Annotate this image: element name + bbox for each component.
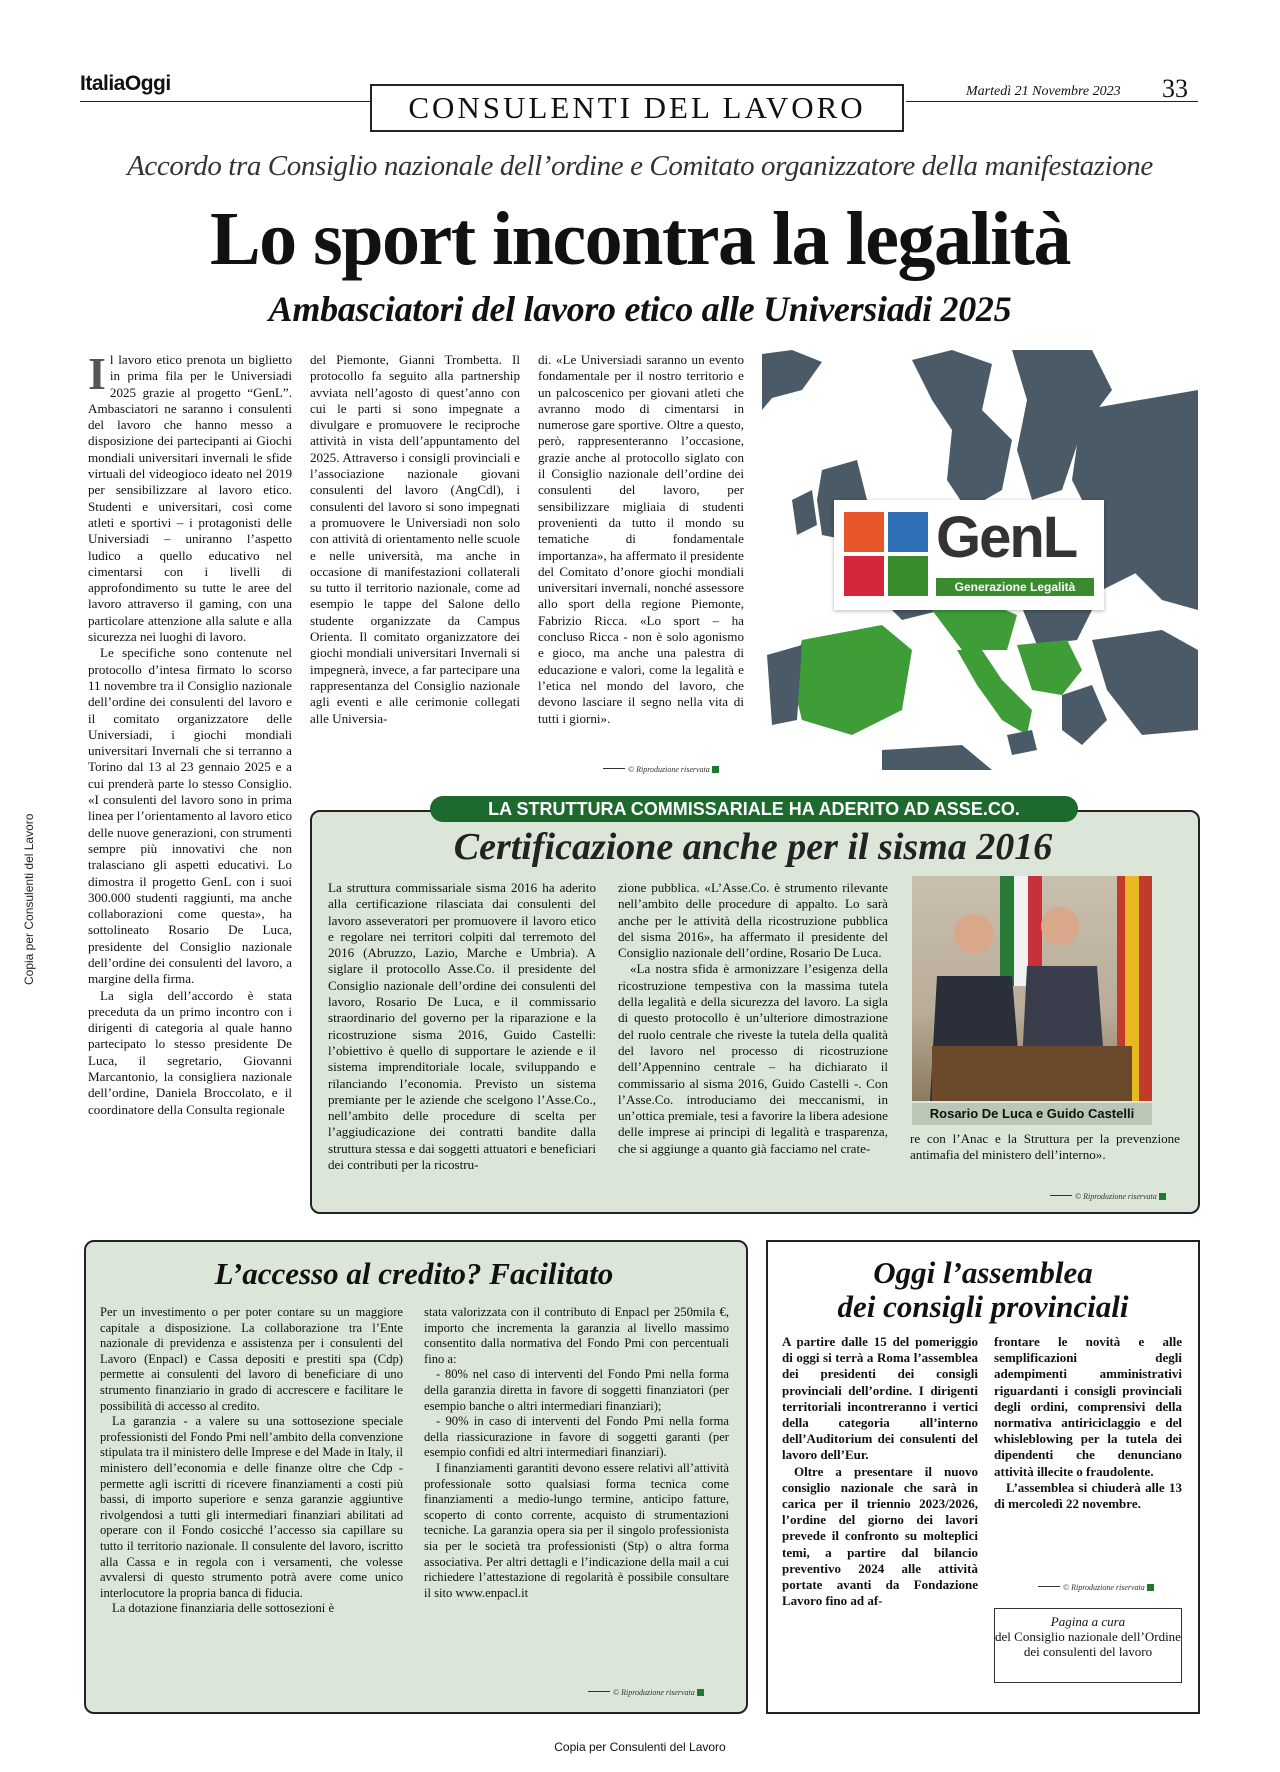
issue-date: Martedì 21 Novembre 2023 <box>966 84 1121 99</box>
paragraph: del Piemonte, Gianni Trombetta. Il protocollo fa seguito alla partnership avviata nell’agosto di quest’anno con cui le parti si sono impegnate a divulgare e promuovere le reciproche attività in vista dell’appuntamento del 2025. Attraverso i consigli provinciali e l’associazione nazionale giovani consulenti del lavoro (AngCdl), i consulenti del lavoro si sono impegnati a promuovere le Universiadi non solo con attività di orientamento nelle scuole e nelle università, ma anche in occasione di manifestazioni collaterali su tutto il territorio nazionale, come ad esempio le tappe del Salone dello studente organizzate da Campus Orienta. Il comitato organizzatore dei giochi mondiali universitari Invernali si impegnerà, invece, a far partecipare una rappresentanza del Consiglio nazionale agli eventi e alle cerimonie collegati alle Universia- <box>310 352 520 726</box>
page-credit-box <box>994 1608 1182 1683</box>
page-credit-line-3: dei consulenti del lavoro <box>1023 1644 1153 1659</box>
article-kicker: Accordo tra Consiglio nazionale dell’ordine e Comitato organizzatore della manifestazione <box>127 150 1153 182</box>
page-credit-line-1: Pagina a cura <box>1050 1614 1126 1629</box>
assemblea-title-line-2: dei consigli provinciali <box>837 1289 1129 1324</box>
logo-wordmark: GenL <box>936 505 1077 570</box>
logo-tile <box>888 512 928 552</box>
handshake-photo <box>912 876 1152 1101</box>
paragraph: di. «Le Universiadi saranno un evento fondamentale per il nostro territorio e un palcoscenico per giovani atleti che avranno modo di cimentarsi in numerose gare sportive. Oltre a questo, però, rappresenteranno l’occasione, grazie anche al protocollo siglato con il Consiglio nazionale dell’ordine dei consulenti del lavoro, per sensibilizzare migliaia di studenti provenienti da tutto il mondo su tematiche di fondamentale importanza», ha affermato il presidente del Comitato d’onore giochi mondiali universitari invernali, nonché assessore allo sport della regione Piemonte, Fabrizio Ricca. «Lo sport – ha concluso Ricca - non è solo agonismo e gioco, ma anche una palestra di educazione e valori, come la legalità e l’etica nel mondo del lavoro, che devono lasciare il segno nella vita di tutti i giorni». <box>538 352 744 726</box>
paragraph: L’assemblea si chiuderà alle 13 di mercoledì 22 novembre. <box>994 1479 1182 1512</box>
section-label: CONSULENTI DEL LAVORO <box>370 84 904 132</box>
main-column-2 <box>310 352 520 727</box>
paragraph: - 80% nel caso di interventi del Fondo Pmi nella forma della garanzia diretta in favore di soggetti finanziatori (per esempio banche o altri intermediari finanziari); <box>424 1367 729 1413</box>
logo-tile <box>888 556 928 596</box>
logo-tagline: Generazione Legalità <box>936 578 1094 596</box>
sisma-title: Certificazione anche per il sisma 2016 <box>453 826 1053 868</box>
assemblea-column-1 <box>782 1334 978 1609</box>
paragraph: Per un investimento o per poter contare su un maggiore capitale a disposizione. La collaborazione tra l’Ente nazionale di previdenza e assistenza per i consulenti del Lavoro (Enpacl) e Cassa depositi e prestiti spa (Cdp) permette ai consulenti del lavoro di beneficiare di uno strumento finanziario in grado di accrescere e facilitare le possibilità di accesso al credito. <box>100 1305 403 1413</box>
page-credit-line-2: del Consiglio nazionale dell’Ordine <box>995 1629 1181 1644</box>
photo-illustration <box>912 876 1152 1101</box>
paragraph: A partire dalle 15 del pomeriggio di oggi si terrà a Roma l’assemblea dei presidenti dei consigli provinciali dell’ordine. I dirigenti territoriali incontreranno i vertici della categoria all’interno dell’Auditorium dei consulenti del lavoro dell’Eur. <box>782 1334 978 1463</box>
europe-map-image <box>762 350 1198 770</box>
paragraph: La struttura commissariale sisma 2016 ha aderito alla certificazione rilasciata dai consulenti del lavoro asseveratori per promuovere il lavoro etico e regolare nei territori colpiti dal terremoto del 2016 (Abruzzo, Lazio, Marche e Umbria). A siglare il protocollo Asse.Co. il presidente del Consiglio nazionale dell’ordine dei consulenti del lavoro, Rosario De Luca, e il commissario straordinario del governo per la riparazione e la ricostruzione sisma 2016, Guido Castelli: l’obiettivo è quello di supportare le aziende e il sistema imprenditoriale locale, sviluppando e rilanciando l’economia. Previsto un sistema premiante per le aziende che scelgono l’Asse.Co., nell’ambito delle procedure di scelta per l’aggiudicazione dei contratti bandite dalla struttura stessa e dai soggetti attuatori e beneficiari dei contributi per la ricostru- <box>328 880 596 1173</box>
header-rule-left <box>80 101 370 102</box>
paragraph: zione pubblica. «L’Asse.Co. è strumento rilevante nell’ambito delle procedure di appalto. Lo sarà anche per le attività della ricostruzione pubblica del sisma 2016», ha affermato il presidente del Consiglio nazionale dell’ordine, Rosario De Luca. <box>618 880 888 961</box>
logo-tiles <box>844 512 928 596</box>
main-column-1 <box>88 348 292 1118</box>
paragraph: La dotazione finanziaria delle sottosezioni è <box>112 1601 335 1616</box>
page-number: 33 <box>1162 74 1188 103</box>
rights-notice: © Riproduzione riservata <box>1050 1192 1166 1201</box>
rights-notice: © Riproduzione riservata <box>1038 1583 1154 1592</box>
sisma-column-2 <box>618 880 888 1157</box>
paragraph: La garanzia - a valere su una sottosezione speciale professionisti del Fondo Pmi nell’ambito della convenzione stipulata tra il ministero delle Imprese e del Made in Italy, il ministero dell’economia e delle finanze oltre che Cdp - permette agli iscritti di ricevere finanziamenti a costi più bassi, di importo superiore e senza garanzie aggiuntive rivolgendosi a tutti gli intermediari finanziari abilitati ad operare con il Fondo cosicché l’accesso sia capillare su tutto il territorio nazionale. Il consulente del lavoro, iscritto alla Cassa e in regola con i versamenti, che volesse avvalersi di questo strumento potrà avere come unico interlocutore la propria banca di fiducia. <box>100 1414 403 1600</box>
article-subtitle: Ambasciatori del lavoro etico alle Universiadi 2025 <box>268 289 1012 329</box>
rights-notice: © Riproduzione riservata <box>603 765 719 774</box>
paragraph: Oltre a presentare il nuovo consiglio nazionale che sarà in carica per il triennio 2023/2026, l’ordine del giorno dei lavori prevede il confronto su molteplici temi, a partire dal bilancio preventivo 2024 alle attività portate avanti da Fondazione Lavoro fino ad af- <box>782 1463 978 1609</box>
header-rule-right <box>906 101 1198 102</box>
genl-logo <box>834 500 1104 610</box>
rights-notice: © Riproduzione riservata <box>588 1688 704 1697</box>
paragraph: I finanziamenti garantiti devono essere relativi all’attività professionale sotto qualsiasi forma tecnica come finanziamenti a medio-lungo termine, anticipo fatture, scoperto di conto corrente, acquisto di strumentazioni tecniche. La garanzia opera sia per il singolo professionista sia per le società tra professionisti (Stp) o altra forma associativa. Per altri dettagli e l’indicazione della mail a cui richiedere l’attestazione di regolarità è possibile consultare il sito www.enpacl.it <box>424 1460 729 1600</box>
masthead: ItaliaOggi <box>80 72 171 95</box>
article-title: Lo sport incontra la legalità <box>209 197 1070 281</box>
sisma-banner: LA STRUTTURA COMMISSARIALE HA ADERITO AD ASSE.CO. <box>430 796 1078 822</box>
paragraph: La sigla dell’accordo è stata preceduta da un primo incontro con i dirigenti di categoria al quale hanno partecipato lo stesso presidente De Luca, il segretario, Giovanni Marcantonio, la consigliera nazionale dell’ordine, Daniela Broccolato, e il coordinatore della Consulta regionale <box>88 987 292 1117</box>
photo-caption: Rosario De Luca e Guido Castelli <box>912 1103 1152 1125</box>
paragraph: Le specifiche sono contenute nel protocollo d’intesa firmato lo scorso 11 novembre tra il Consiglio nazionale dell’ordine dei consulenti del lavoro e il comitato organizzatore delle Universiadi, i giochi mondiali universitari Invernali che si terranno a Torino dal 13 al 23 gennaio 2025 e a cui prenderà parte lo stesso Consiglio. «I consulenti del lavoro sono in prima linea per l’orientamento al lavoro etico delle nuove generazioni, con strumenti sempre più innovativi che non tralasciano gli aspetti educativi. Lo dimostra il progetto GenL con i suoi 300.000 studenti raggiunti, ma anche collaborazioni come questa», ha sottolineato Rosario De Luca, presidente del Consiglio nazionale dell’ordine dei consulenti del lavoro, a margine della firma. <box>88 645 292 987</box>
credito-column-2 <box>424 1305 729 1601</box>
footer-copy-note: Copia per Consulenti del Lavoro <box>554 1740 726 1754</box>
drop-cap: I <box>88 348 106 399</box>
assemblea-column-2 <box>994 1334 1182 1512</box>
sisma-column-3 <box>910 1131 1180 1164</box>
logo-tile <box>844 556 884 596</box>
assemblea-title-line-1: Oggi l’assemblea <box>873 1255 1093 1290</box>
assemblea-title <box>766 1256 1200 1324</box>
logo-tile <box>844 512 884 552</box>
paragraph: frontare le novità e alle semplificazioni degli adempimenti amministrativi riguardanti i consigli provinciali degli ordini, comprensivi della normativa antiriciclaggio e del whisleblowing per la tutela dei dipendenti che denunciano attività illecite o fraudolente. <box>994 1334 1182 1479</box>
paragraph: l lavoro etico prenota un biglietto in prima fila per le Universiadi 2025 grazie al progetto “GenL”. Ambasciatori ne saranno i consulenti del lavoro che hanno messo a disposizione dei partecipanti ai Giochi mondiali universitari invernali le sfide virtuali del videogioco ideato nel 2019 per sensibilizzare al lavoro etico. Studenti e universitari, così come atleti e sportivi – i protagonisti delle Universiadi – uniranno l’aspetto ludico a quello educativo nel cimentarsi con i livelli di approfondimento su tutte le aree del lavoro attraverso il gaming, con una particolare attenzione alla salute e alla sicurezza nei luoghi di lavoro. <box>88 352 292 645</box>
sisma-column-1 <box>328 880 596 1173</box>
paragraph: «La nostra sfida è armonizzare l’esigenza della ricostruzione tempestiva con la massima tutela della legalità e della sicurezza del lavoro. La sigla di questo protocollo è un’ulteriore dimostrazione del ruolo centrale che riveste la tutela della qualità del lavoro nel processo di ricostruzione dell’Appennino centrale – ha dichiarato il commissario al sisma 2016, Guido Castelli -. Con l’Asse.Co. introduciamo dei meccanismi, in un’ottica premiale, tesi a favorire la libera adesione delle imprese ai principi di legalità e trasparenza, che si aggiunge a quanto già facciamo nel crate- <box>618 961 888 1156</box>
credito-title: L’accesso al credito? Facilitato <box>214 1256 614 1291</box>
main-column-3 <box>538 352 744 727</box>
paragraph: stata valorizzata con il contributo di Enpacl per 250mila €, importo che incrementa la garanzia al livello massimo consentito dalla normativa del Fondo Pmi con percentuali fino a: <box>424 1305 729 1366</box>
credito-column-1 <box>100 1305 403 1617</box>
side-copy-note: Copia per Consulenti del Lavoro <box>22 813 36 985</box>
paragraph: re con l’Anac e la Struttura per la prevenzione antimafia del ministero dell’interno». <box>910 1131 1180 1163</box>
paragraph: - 90% in caso di interventi del Fondo Pmi nella forma della riassicurazione in favore di soggetti garanti (per esempio confidi ed altri intermediari finanziari). <box>424 1414 729 1460</box>
